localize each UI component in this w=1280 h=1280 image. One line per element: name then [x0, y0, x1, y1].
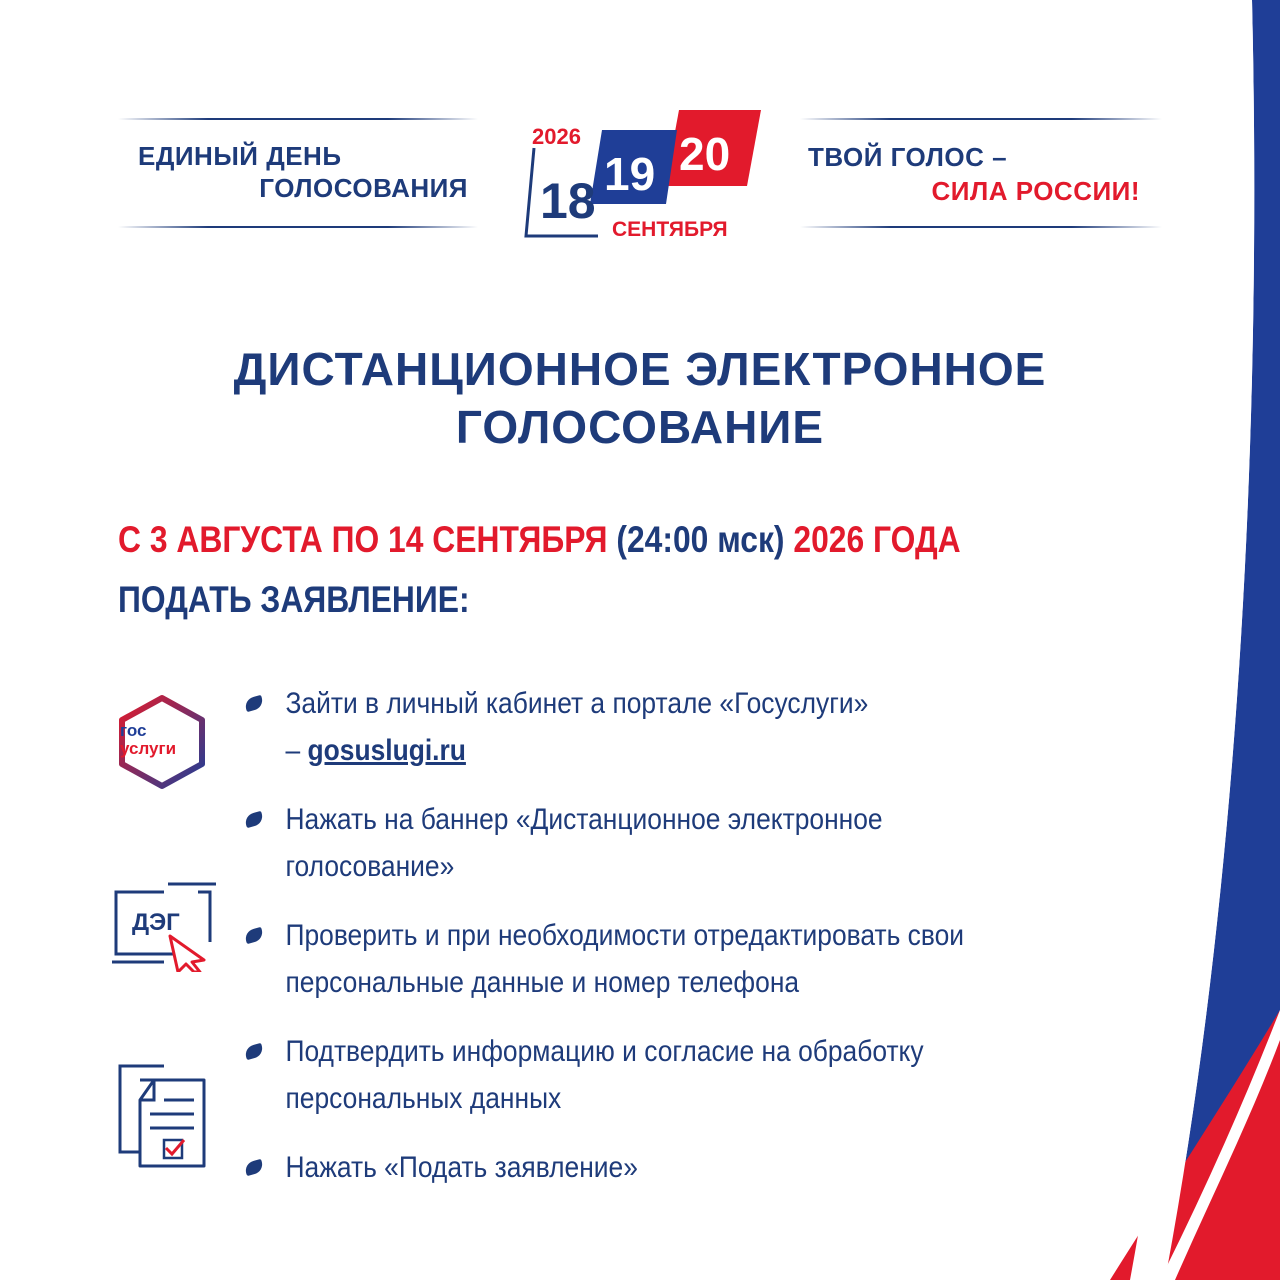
header-rule-left-top [118, 118, 478, 120]
period-dates: С 3 АВГУСТА ПО 14 СЕНТЯБРЯ [118, 519, 608, 560]
deg-label: ДЭГ [132, 909, 180, 936]
logo-year: 2026 [532, 124, 581, 149]
header-left-line1: ЕДИНЫЙ ДЕНЬ [138, 141, 342, 171]
step-1-prefix: – [285, 734, 308, 767]
step-4-line2: персональных данных [285, 1082, 562, 1115]
logo-day-20: 20 [679, 128, 731, 180]
logo-day-19: 19 [604, 148, 656, 200]
gosuslugi-logo-bottom: услуги [120, 739, 177, 758]
logo-month: СЕНТЯБРЯ [612, 218, 728, 241]
period-text [118, 515, 1012, 565]
election-dates-logo [514, 108, 764, 242]
list-item [245, 912, 1065, 1006]
header-right-line2: СИЛА РОССИИ! [931, 176, 1140, 206]
step-2-line2: голосование» [285, 850, 455, 883]
logo-day-18: 18 [540, 173, 596, 229]
title-line2: ГОЛОСОВАНИЕ [455, 401, 825, 453]
step-2-line1: Нажать на баннер «Дистанционное электронное [285, 803, 883, 836]
period-time: (24:00 мск) [616, 519, 785, 560]
step-3-line1: Проверить и при необходимости отредактировать свои [285, 919, 965, 952]
title-line1: ДИСТАНЦИОННОЕ ЭЛЕКТРОННОЕ [233, 343, 1047, 395]
step-5-line1: Нажать «Подать заявление» [285, 1151, 638, 1184]
page-title [140, 340, 1140, 456]
header-right-line1: ТВОЙ ГОЛОС – [808, 142, 1008, 172]
header-rule-right-top [800, 118, 1162, 120]
header-rule-right-bottom [800, 226, 1162, 228]
gosuslugi-logo-icon [112, 692, 212, 792]
header-right-text [808, 140, 1140, 208]
list-item [245, 680, 1065, 774]
period-year: 2026 ГОДА [793, 519, 961, 560]
gosuslugi-link[interactable]: gosuslugi.ru [307, 734, 466, 767]
header-rule-left-bottom [118, 226, 478, 228]
header-left-text [118, 140, 468, 204]
apply-heading: ПОДАТЬ ЗАЯВЛЕНИЕ: [118, 579, 470, 620]
list-item [245, 796, 1065, 890]
list-item [245, 1144, 1065, 1191]
step-1-line1: Зайти в личный кабинет а портале «Госуслуги» [285, 687, 869, 720]
step-3-line2: персональные данные и номер телефона [285, 966, 800, 999]
deg-monitor-icon [108, 880, 220, 972]
header-left-line2: ГОЛОСОВАНИЯ [259, 173, 468, 203]
gosuslugi-logo-top: гос [120, 721, 147, 740]
list-item [245, 1028, 1065, 1122]
step-4-line1: Подтвердить информацию и согласие на обработку [285, 1035, 924, 1068]
document-check-icon [114, 1062, 210, 1172]
